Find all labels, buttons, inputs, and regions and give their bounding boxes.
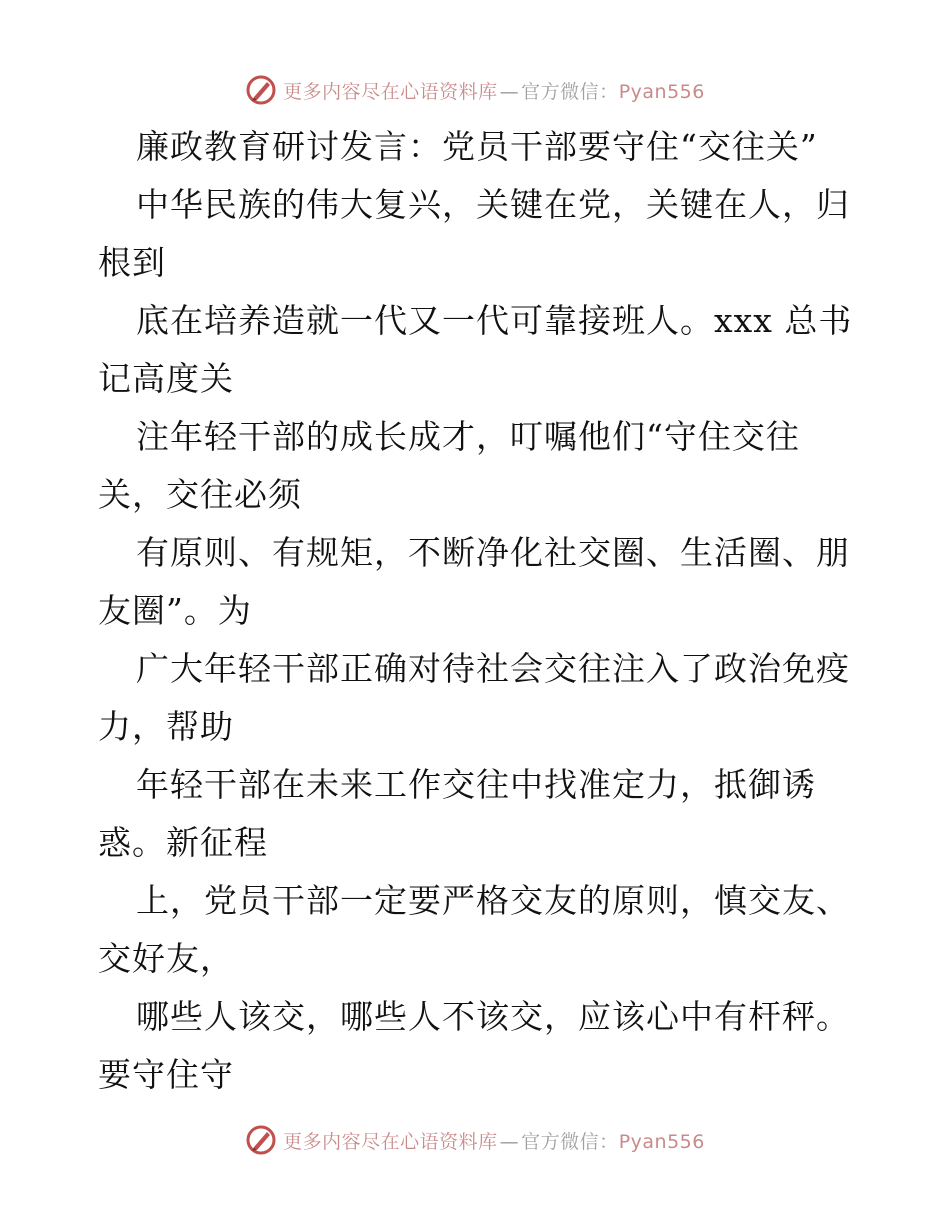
document-body xyxy=(98,118,858,1104)
text-line: 惑。新征程 xyxy=(98,823,268,862)
text-line: 要守住守 xyxy=(98,1055,234,1094)
text-line: 哪些人该交，哪些人不该交，应该心中有杆秤。 xyxy=(136,997,850,1036)
text-line: 交好友， xyxy=(98,939,234,978)
watermark-label: 官方微信： xyxy=(521,80,619,103)
watermark-dash: — xyxy=(499,1130,520,1153)
pen-logo-icon xyxy=(245,1124,277,1156)
text-line: 广大年轻干部正确对待社会交往注入了政治免疫 xyxy=(136,649,850,688)
watermark-dash: — xyxy=(499,80,520,103)
watermark-text xyxy=(283,1127,705,1154)
document-title: 廉政教育研讨发言：党员干部要守住“交往关” xyxy=(136,127,818,166)
header-watermark xyxy=(0,70,950,110)
text-line: 中华民族的伟大复兴，关键在党，关键在人，归 xyxy=(136,185,850,224)
footer-watermark xyxy=(0,1120,950,1160)
text-line: 友圈”。为 xyxy=(98,591,252,630)
watermark-brand: 更多内容尽在心语资料库 xyxy=(283,1130,498,1153)
watermark-id: Pyan556 xyxy=(618,80,705,103)
text-line: 根到 xyxy=(98,243,166,282)
watermark-brand: 更多内容尽在心语资料库 xyxy=(283,80,498,103)
text-line: 关，交往必须 xyxy=(98,475,302,514)
pen-logo-icon xyxy=(245,74,277,106)
text-line: 注年轻干部的成长成才，叮嘱他们“守住交往 xyxy=(136,417,800,456)
text-line: 力，帮助 xyxy=(98,707,234,746)
text-line: 有原则、有规矩，不断净化社交圈、生活圈、朋 xyxy=(136,533,850,572)
watermark-label: 官方微信： xyxy=(521,1130,619,1153)
text-line: 记高度关 xyxy=(98,359,234,398)
text-line: 年轻干部在未来工作交往中找准定力，抵御诱 xyxy=(136,765,816,804)
watermark-id: Pyan556 xyxy=(618,1130,705,1153)
text-line: 底在培养造就一代又一代可靠接班人。xxx 总书 xyxy=(136,301,853,340)
text-line: 上，党员干部一定要严格交友的原则，慎交友、 xyxy=(136,881,850,920)
watermark-text xyxy=(283,77,705,104)
